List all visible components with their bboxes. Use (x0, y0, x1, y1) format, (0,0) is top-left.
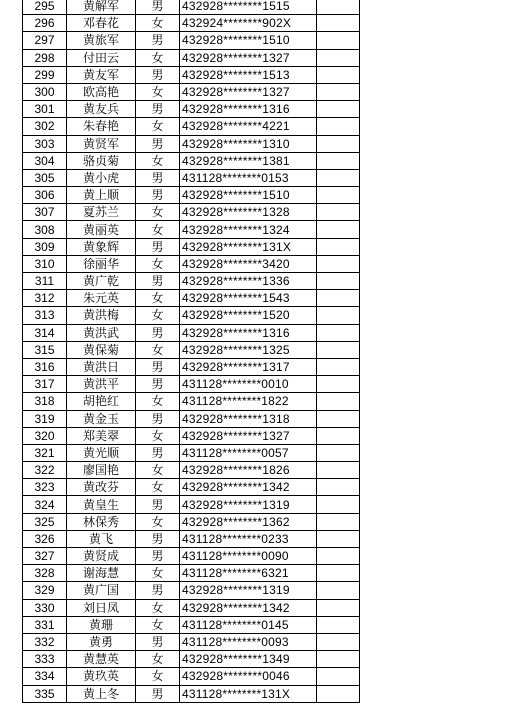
gender-cell: 男 (136, 548, 180, 565)
gender-cell: 女 (136, 118, 180, 135)
table-row (23, 83, 360, 100)
gender-cell: 女 (136, 204, 180, 221)
id-number-cell: 432924********902X (180, 15, 317, 32)
table-row (23, 66, 360, 83)
empty-cell (317, 32, 360, 49)
empty-cell (317, 668, 360, 685)
gender-cell: 女 (136, 651, 180, 668)
id-number-cell: 432928********1327 (180, 427, 317, 444)
empty-cell (317, 169, 360, 186)
name-cell: 黄友兵 (67, 101, 136, 118)
gender-cell: 男 (136, 169, 180, 186)
row-number-cell: 315 (23, 341, 67, 358)
gender-cell: 女 (136, 513, 180, 530)
id-number-cell: 431128********131X (180, 685, 317, 702)
row-number-cell: 325 (23, 513, 67, 530)
id-number-cell: 432928********1316 (180, 101, 317, 118)
id-number-cell: 432928********131X (180, 238, 317, 255)
name-cell: 黄洪平 (67, 376, 136, 393)
empty-cell (317, 427, 360, 444)
empty-cell (317, 616, 360, 633)
row-number-cell: 297 (23, 32, 67, 49)
row-number-cell: 320 (23, 427, 67, 444)
row-number-cell: 327 (23, 548, 67, 565)
name-cell: 黄上顺 (67, 187, 136, 204)
gender-cell: 男 (136, 582, 180, 599)
row-number-cell: 295 (23, 0, 67, 15)
table-row (23, 393, 360, 410)
gender-cell: 男 (136, 410, 180, 427)
empty-cell (317, 496, 360, 513)
table-row (23, 376, 360, 393)
id-number-cell: 432928********1324 (180, 221, 317, 238)
gender-cell: 男 (136, 530, 180, 547)
table-row (23, 444, 360, 461)
id-number-cell: 432928********1327 (180, 49, 317, 66)
table-row (23, 187, 360, 204)
row-number-cell: 310 (23, 255, 67, 272)
empty-cell (317, 273, 360, 290)
gender-cell: 女 (136, 427, 180, 444)
name-cell: 刘日凤 (67, 599, 136, 616)
empty-cell (317, 290, 360, 307)
row-number-cell: 307 (23, 204, 67, 221)
row-number-cell: 322 (23, 462, 67, 479)
row-number-cell: 318 (23, 393, 67, 410)
row-number-cell: 309 (23, 238, 67, 255)
table-row (23, 651, 360, 668)
id-number-cell: 432928********1342 (180, 599, 317, 616)
name-cell: 黄皇生 (67, 496, 136, 513)
row-number-cell: 332 (23, 633, 67, 650)
id-number-cell: 432928********1515 (180, 0, 317, 15)
name-cell: 黄象辉 (67, 238, 136, 255)
roster-table-body (23, 0, 360, 702)
row-number-cell: 300 (23, 83, 67, 100)
gender-cell: 男 (136, 324, 180, 341)
table-row (23, 530, 360, 547)
gender-cell: 女 (136, 221, 180, 238)
gender-cell: 女 (136, 49, 180, 66)
empty-cell (317, 410, 360, 427)
name-cell: 黄贤成 (67, 548, 136, 565)
id-number-cell: 431128********0057 (180, 444, 317, 461)
gender-cell: 男 (136, 685, 180, 702)
name-cell: 黄洪梅 (67, 307, 136, 324)
gender-cell: 男 (136, 101, 180, 118)
gender-cell: 男 (136, 358, 180, 375)
empty-cell (317, 513, 360, 530)
name-cell: 欧高艳 (67, 83, 136, 100)
empty-cell (317, 255, 360, 272)
name-cell: 邓春花 (67, 15, 136, 32)
empty-cell (317, 204, 360, 221)
id-number-cell: 432928********1510 (180, 32, 317, 49)
table-row (23, 633, 360, 650)
gender-cell: 男 (136, 238, 180, 255)
name-cell: 黄勇 (67, 633, 136, 650)
table-row (23, 290, 360, 307)
name-cell: 付田云 (67, 49, 136, 66)
name-cell: 黄保菊 (67, 341, 136, 358)
name-cell: 黄丽英 (67, 221, 136, 238)
id-number-cell: 432928********1513 (180, 66, 317, 83)
gender-cell: 男 (136, 633, 180, 650)
empty-cell (317, 135, 360, 152)
empty-cell (317, 565, 360, 582)
table-row (23, 0, 360, 15)
table-row (23, 462, 360, 479)
id-number-cell: 431128********0233 (180, 530, 317, 547)
id-number-cell: 431128********0010 (180, 376, 317, 393)
name-cell: 黄玖英 (67, 668, 136, 685)
empty-cell (317, 479, 360, 496)
empty-cell (317, 83, 360, 100)
id-number-cell: 432928********1325 (180, 341, 317, 358)
gender-cell: 女 (136, 15, 180, 32)
name-cell: 黄改芬 (67, 479, 136, 496)
gender-cell: 女 (136, 152, 180, 169)
row-number-cell: 317 (23, 376, 67, 393)
row-number-cell: 333 (23, 651, 67, 668)
id-number-cell: 432928********3420 (180, 255, 317, 272)
gender-cell: 女 (136, 599, 180, 616)
id-number-cell: 432928********1316 (180, 324, 317, 341)
row-number-cell: 311 (23, 273, 67, 290)
row-number-cell: 329 (23, 582, 67, 599)
id-number-cell: 432928********1543 (180, 290, 317, 307)
gender-cell: 男 (136, 187, 180, 204)
gender-cell: 男 (136, 135, 180, 152)
row-number-cell: 312 (23, 290, 67, 307)
row-number-cell: 335 (23, 685, 67, 702)
empty-cell (317, 187, 360, 204)
name-cell: 黄慧英 (67, 651, 136, 668)
empty-cell (317, 66, 360, 83)
empty-cell (317, 633, 360, 650)
table-row (23, 548, 360, 565)
row-number-cell: 326 (23, 530, 67, 547)
gender-cell: 男 (136, 0, 180, 15)
name-cell: 骆贞菊 (67, 152, 136, 169)
name-cell: 郑美翠 (67, 427, 136, 444)
row-number-cell: 298 (23, 49, 67, 66)
table-row (23, 496, 360, 513)
name-cell: 黄旅军 (67, 32, 136, 49)
id-number-cell: 432928********0046 (180, 668, 317, 685)
id-number-cell: 432928********1317 (180, 358, 317, 375)
table-row (23, 479, 360, 496)
name-cell: 黄解军 (67, 0, 136, 15)
id-number-cell: 431128********0145 (180, 616, 317, 633)
row-number-cell: 324 (23, 496, 67, 513)
row-number-cell: 308 (23, 221, 67, 238)
table-row (23, 358, 360, 375)
id-number-cell: 432928********4221 (180, 118, 317, 135)
name-cell: 黄光顺 (67, 444, 136, 461)
table-row (23, 582, 360, 599)
row-number-cell: 305 (23, 169, 67, 186)
empty-cell (317, 307, 360, 324)
table-row (23, 410, 360, 427)
name-cell: 黄珊 (67, 616, 136, 633)
name-cell: 朱春艳 (67, 118, 136, 135)
name-cell: 黄上冬 (67, 685, 136, 702)
name-cell: 胡艳红 (67, 393, 136, 410)
gender-cell: 女 (136, 393, 180, 410)
gender-cell: 男 (136, 273, 180, 290)
gender-cell: 女 (136, 290, 180, 307)
id-number-cell: 432928********1318 (180, 410, 317, 427)
row-number-cell: 321 (23, 444, 67, 461)
row-number-cell: 299 (23, 66, 67, 83)
empty-cell (317, 238, 360, 255)
table-row (23, 307, 360, 324)
table-row (23, 238, 360, 255)
table-row (23, 49, 360, 66)
name-cell: 谢海慧 (67, 565, 136, 582)
name-cell: 徐丽华 (67, 255, 136, 272)
table-row (23, 685, 360, 702)
gender-cell: 女 (136, 255, 180, 272)
name-cell: 黄金玉 (67, 410, 136, 427)
table-row (23, 221, 360, 238)
id-number-cell: 431128********1822 (180, 393, 317, 410)
row-number-cell: 330 (23, 599, 67, 616)
gender-cell: 女 (136, 668, 180, 685)
row-number-cell: 313 (23, 307, 67, 324)
empty-cell (317, 221, 360, 238)
table-row (23, 668, 360, 685)
id-number-cell: 432928********1362 (180, 513, 317, 530)
table-row (23, 616, 360, 633)
id-number-cell: 432928********1520 (180, 307, 317, 324)
name-cell: 黄洪武 (67, 324, 136, 341)
id-number-cell: 431128********6321 (180, 565, 317, 582)
id-number-cell: 432928********1327 (180, 83, 317, 100)
gender-cell: 男 (136, 496, 180, 513)
table-row (23, 599, 360, 616)
empty-cell (317, 376, 360, 393)
table-row (23, 513, 360, 530)
row-number-cell: 303 (23, 135, 67, 152)
row-number-cell: 316 (23, 358, 67, 375)
row-number-cell: 334 (23, 668, 67, 685)
id-number-cell: 432928********1381 (180, 152, 317, 169)
gender-cell: 女 (136, 307, 180, 324)
gender-cell: 女 (136, 479, 180, 496)
gender-cell: 女 (136, 565, 180, 582)
empty-cell (317, 324, 360, 341)
id-number-cell: 432928********1826 (180, 462, 317, 479)
name-cell: 黄洪日 (67, 358, 136, 375)
id-number-cell: 432928********1349 (180, 651, 317, 668)
empty-cell (317, 548, 360, 565)
row-number-cell: 331 (23, 616, 67, 633)
empty-cell (317, 341, 360, 358)
table-row (23, 101, 360, 118)
row-number-cell: 314 (23, 324, 67, 341)
id-number-cell: 432928********1319 (180, 496, 317, 513)
row-number-cell: 304 (23, 152, 67, 169)
name-cell: 黄广乾 (67, 273, 136, 290)
table-row (23, 15, 360, 32)
table-row (23, 135, 360, 152)
empty-cell (317, 530, 360, 547)
gender-cell: 女 (136, 341, 180, 358)
name-cell: 夏苏兰 (67, 204, 136, 221)
empty-cell (317, 49, 360, 66)
row-number-cell: 306 (23, 187, 67, 204)
id-number-cell: 431128********0090 (180, 548, 317, 565)
table-row (23, 324, 360, 341)
row-number-cell: 296 (23, 15, 67, 32)
table-row (23, 204, 360, 221)
table-row (23, 169, 360, 186)
id-number-cell: 432928********1342 (180, 479, 317, 496)
table-row (23, 427, 360, 444)
table-row (23, 273, 360, 290)
name-cell: 黄友军 (67, 66, 136, 83)
name-cell: 黄飞 (67, 530, 136, 547)
empty-cell (317, 358, 360, 375)
id-number-cell: 432928********1310 (180, 135, 317, 152)
empty-cell (317, 582, 360, 599)
row-number-cell: 319 (23, 410, 67, 427)
empty-cell (317, 444, 360, 461)
name-cell: 黄广国 (67, 582, 136, 599)
id-number-cell: 432928********1336 (180, 273, 317, 290)
table-row (23, 255, 360, 272)
gender-cell: 男 (136, 32, 180, 49)
id-number-cell: 431128********0153 (180, 169, 317, 186)
empty-cell (317, 101, 360, 118)
table-row (23, 341, 360, 358)
table-row (23, 565, 360, 582)
gender-cell: 女 (136, 616, 180, 633)
gender-cell: 女 (136, 83, 180, 100)
empty-cell (317, 152, 360, 169)
gender-cell: 女 (136, 462, 180, 479)
id-number-cell: 432928********1328 (180, 204, 317, 221)
row-number-cell: 302 (23, 118, 67, 135)
row-number-cell: 328 (23, 565, 67, 582)
id-number-cell: 431128********0093 (180, 633, 317, 650)
empty-cell (317, 462, 360, 479)
name-cell: 廖国艳 (67, 462, 136, 479)
roster-table (22, 0, 360, 703)
empty-cell (317, 0, 360, 15)
row-number-cell: 301 (23, 101, 67, 118)
id-number-cell: 432928********1319 (180, 582, 317, 599)
table-row (23, 32, 360, 49)
empty-cell (317, 651, 360, 668)
empty-cell (317, 393, 360, 410)
empty-cell (317, 599, 360, 616)
name-cell: 朱元英 (67, 290, 136, 307)
name-cell: 黄贤军 (67, 135, 136, 152)
table-row (23, 152, 360, 169)
gender-cell: 男 (136, 66, 180, 83)
table-row (23, 118, 360, 135)
id-number-cell: 432928********1510 (180, 187, 317, 204)
empty-cell (317, 15, 360, 32)
empty-cell (317, 685, 360, 702)
name-cell: 林保秀 (67, 513, 136, 530)
name-cell: 黄小虎 (67, 169, 136, 186)
gender-cell: 男 (136, 444, 180, 461)
gender-cell: 男 (136, 376, 180, 393)
empty-cell (317, 118, 360, 135)
row-number-cell: 323 (23, 479, 67, 496)
